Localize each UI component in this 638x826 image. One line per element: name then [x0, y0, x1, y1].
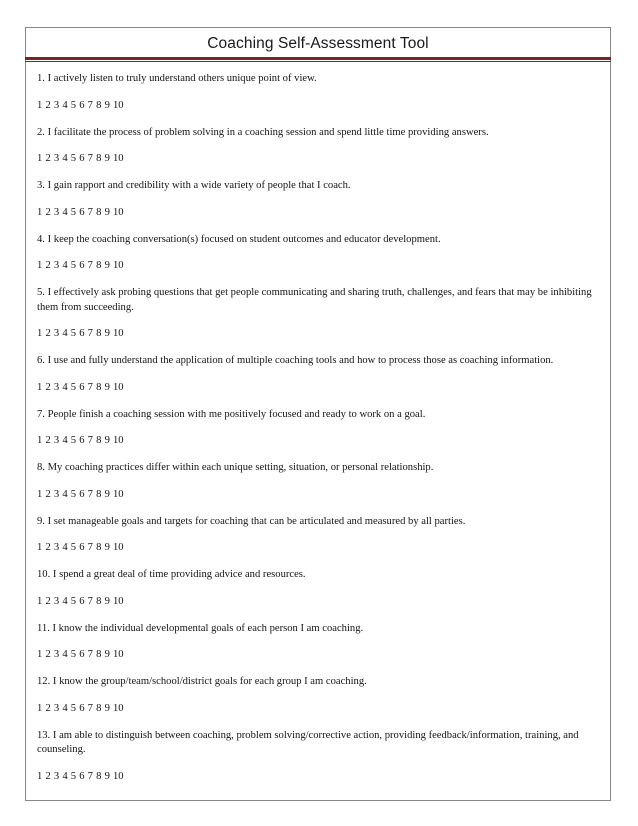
rating-scale: 1 2 3 4 5 6 7 8 9 10: [37, 702, 124, 714]
question-item-8: [37, 461, 603, 501]
question-item-7: [37, 408, 603, 448]
question-item-12: [37, 675, 603, 715]
question-text: 3. I gain rapport and credibility with a wide variety of people that I coach.: [37, 180, 351, 191]
rating-scale: 1 2 3 4 5 6 7 8 9 10: [37, 206, 124, 218]
question-item-1: [37, 72, 603, 112]
question-item-3: [37, 179, 603, 219]
rating-scale: 1 2 3 4 5 6 7 8 9 10: [37, 649, 124, 660]
rating-scale: 1 2 3 4 5 6 7 8 9 10: [37, 381, 124, 393]
question-text: 12. I know the group/team/school/district goals for each group I am coaching.: [37, 676, 367, 687]
title-block: [25, 35, 611, 53]
question-item-11: [37, 622, 603, 662]
rating-scale: 1 2 3 4 5 6 7 8 9 10: [37, 770, 124, 782]
rating-scale: 1 2 3 4 5 6 7 8 9 10: [37, 328, 124, 339]
question-item-10: [37, 568, 603, 608]
question-text: 1. I actively listen to truly understand others unique point of view.: [37, 73, 317, 84]
question-text: 10. I spend a great deal of time providing advice and resources.: [37, 569, 306, 580]
document-title: Coaching Self-Assessment Tool: [207, 35, 429, 52]
question-text: 8. My coaching practices differ within each unique setting, situation, or personal relationship.: [37, 462, 434, 473]
question-list: [37, 72, 603, 797]
rating-scale: 1 2 3 4 5 6 7 8 9 10: [37, 99, 124, 111]
question-item-5: [37, 286, 603, 340]
question-item-13: [37, 729, 603, 783]
rating-scale: 1 2 3 4 5 6 7 8 9 10: [37, 488, 124, 500]
title-underline-thin: [25, 61, 611, 62]
question-text: 7. People finish a coaching session with me positively focused and ready to work on a goal.: [37, 408, 426, 420]
rating-scale: 1 2 3 4 5 6 7 8 9 10: [37, 595, 124, 607]
question-text: 13. I am able to distinguish between coaching, problem solving/corrective action, providing feedback/information, training, and counseling.: [37, 729, 579, 755]
title-underline: [25, 57, 611, 60]
question-item-9: [37, 515, 603, 555]
rating-scale: 1 2 3 4 5 6 7 8 9 10: [37, 153, 124, 164]
question-text: 5. I effectively ask probing questions that get people communicating and sharing truth, challenges, and fears that may be inhibiting them from succeeding.: [37, 287, 592, 313]
question-text: 11. I know the individual developmental goals of each person I am coaching.: [37, 622, 364, 634]
question-text: 6. I use and fully understand the application of multiple coaching tools and how to process those as coaching information.: [37, 355, 554, 366]
question-text: 2. I facilitate the process of problem solving in a coaching session and spend little time providing answers.: [37, 126, 489, 138]
question-text: 9. I set manageable goals and targets for coaching that can be articulated and measured by all parties.: [37, 515, 466, 527]
question-item-6: [37, 354, 603, 394]
question-text: 4. I keep the coaching conversation(s) focused on student outcomes and educator development.: [37, 233, 441, 245]
question-item-4: [37, 233, 603, 273]
rating-scale: 1 2 3 4 5 6 7 8 9 10: [37, 542, 124, 553]
rating-scale: 1 2 3 4 5 6 7 8 9 10: [37, 435, 124, 446]
question-item-2: [37, 126, 603, 166]
rating-scale: 1 2 3 4 5 6 7 8 9 10: [37, 260, 124, 271]
